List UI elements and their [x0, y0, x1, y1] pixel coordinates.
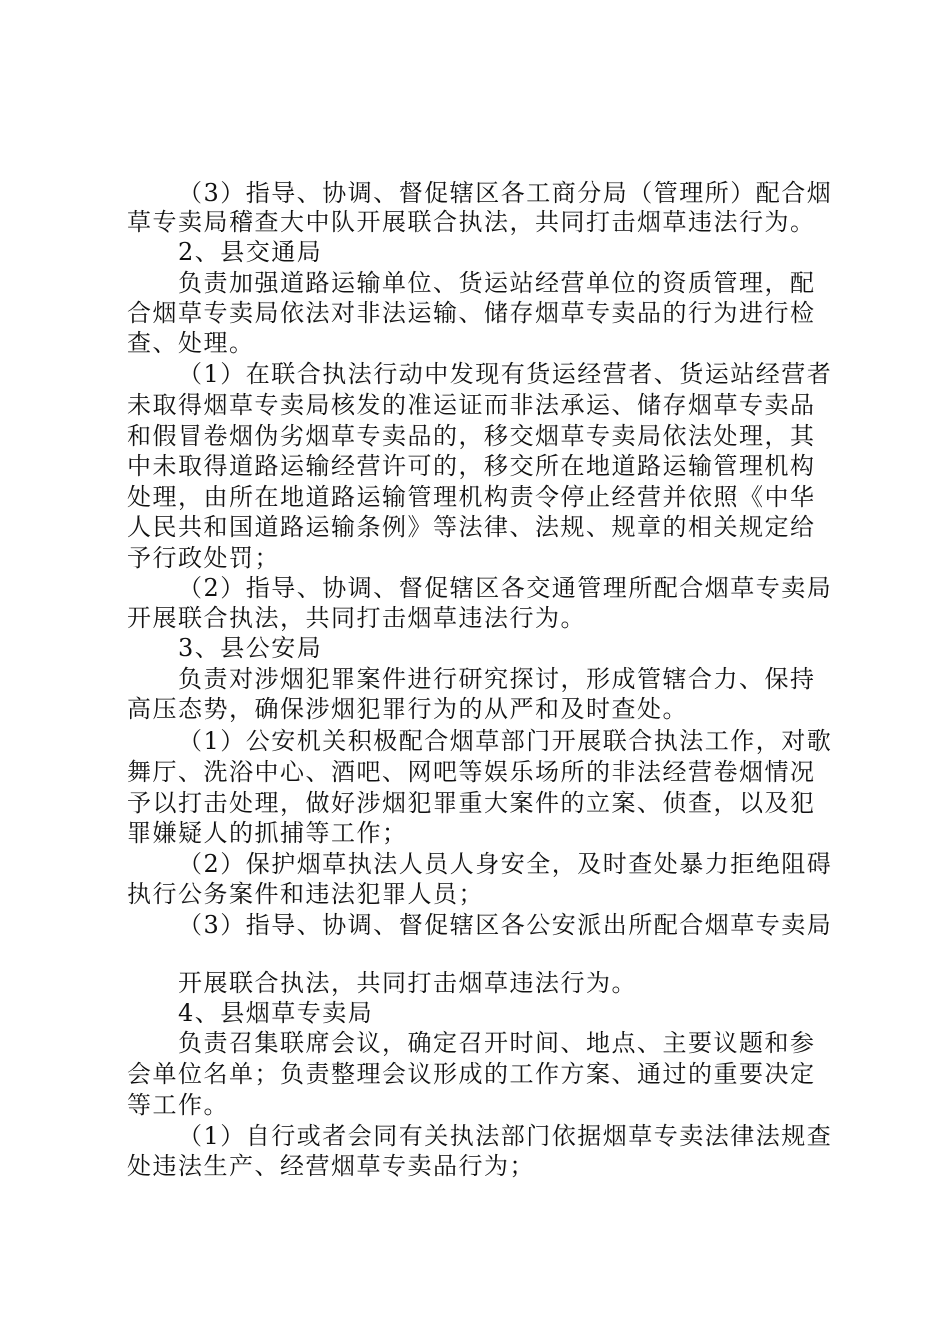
text-line: 执行公务案件和违法犯罪人员；: [127, 880, 484, 908]
section-heading: 3、县公安局: [178, 634, 323, 662]
section-heading: 4、县烟草专卖局: [178, 999, 374, 1027]
text-line: 开展联合执法，共同打击烟草违法行为。: [127, 604, 586, 632]
text-line: 和假冒卷烟伪劣烟草专卖品的，移交烟草专卖局依法处理，其: [127, 422, 816, 450]
text-line: 人民共和国道路运输条例》等法律、法规、规章的相关规定给: [127, 513, 816, 541]
text-line: 予以打击处理，做好涉烟犯罪重大案件的立案、侦查，以及犯: [127, 789, 816, 817]
text-line: （1）自行或者会同有关执法部门依据烟草专卖法律法规查: [178, 1122, 833, 1150]
text-line: （3）指导、协调、督促辖区各公安派出所配合烟草专卖局: [178, 911, 833, 939]
text-line: 处违法生产、经营烟草专卖品行为；: [127, 1152, 535, 1180]
section-heading: 2、县交通局: [178, 238, 323, 266]
text-line: （1）公安机关积极配合烟草部门开展联合执法工作，对歌: [178, 727, 833, 755]
text-line: 中未取得道路运输经营许可的，移交所在地道路运输管理机构: [127, 452, 816, 480]
text-line: （3）指导、协调、督促辖区各工商分局（管理所）配合烟: [178, 179, 833, 207]
text-line: 负责加强道路运输单位、货运站经营单位的资质管理，配: [178, 269, 816, 297]
text-line: 高压态势，确保涉烟犯罪行为的从严和及时查处。: [127, 695, 688, 723]
text-line: （1）在联合执法行动中发现有货运经营者、货运站经营者: [178, 360, 833, 388]
text-line: 处理，由所在地道路运输管理机构责令停止经营并依照《中华: [127, 483, 816, 511]
text-line: （2）指导、协调、督促辖区各交通管理所配合烟草专卖局: [178, 574, 833, 602]
text-line: 会单位名单；负责整理会议形成的工作方案、通过的重要决定: [127, 1060, 816, 1088]
text-line: 开展联合执法，共同打击烟草违法行为。: [178, 969, 637, 997]
text-line: 予行政处罚；: [127, 544, 280, 572]
text-line: 未取得烟草专卖局核发的准运证而非法承运、储存烟草专卖品: [127, 391, 816, 419]
text-line: 负责召集联席会议，确定召开时间、地点、主要议题和参: [178, 1029, 816, 1057]
text-line: 罪嫌疑人的抓捕等工作；: [127, 819, 408, 847]
text-line: 合烟草专卖局依法对非法运输、储存烟草专卖品的行为进行检: [127, 299, 816, 327]
text-line: （2）保护烟草执法人员人身安全，及时查处暴力拒绝阻碍: [178, 850, 833, 878]
text-line: 草专卖局稽查大中队开展联合执法，共同打击烟草违法行为。: [127, 208, 816, 236]
text-line: 负责对涉烟犯罪案件进行研究探讨，形成管辖合力、保持: [178, 665, 816, 693]
text-line: 等工作。: [127, 1091, 229, 1119]
text-line: 舞厅、洗浴中心、酒吧、网吧等娱乐场所的非法经营卷烟情况: [127, 758, 816, 786]
text-line: 查、处理。: [127, 329, 255, 357]
